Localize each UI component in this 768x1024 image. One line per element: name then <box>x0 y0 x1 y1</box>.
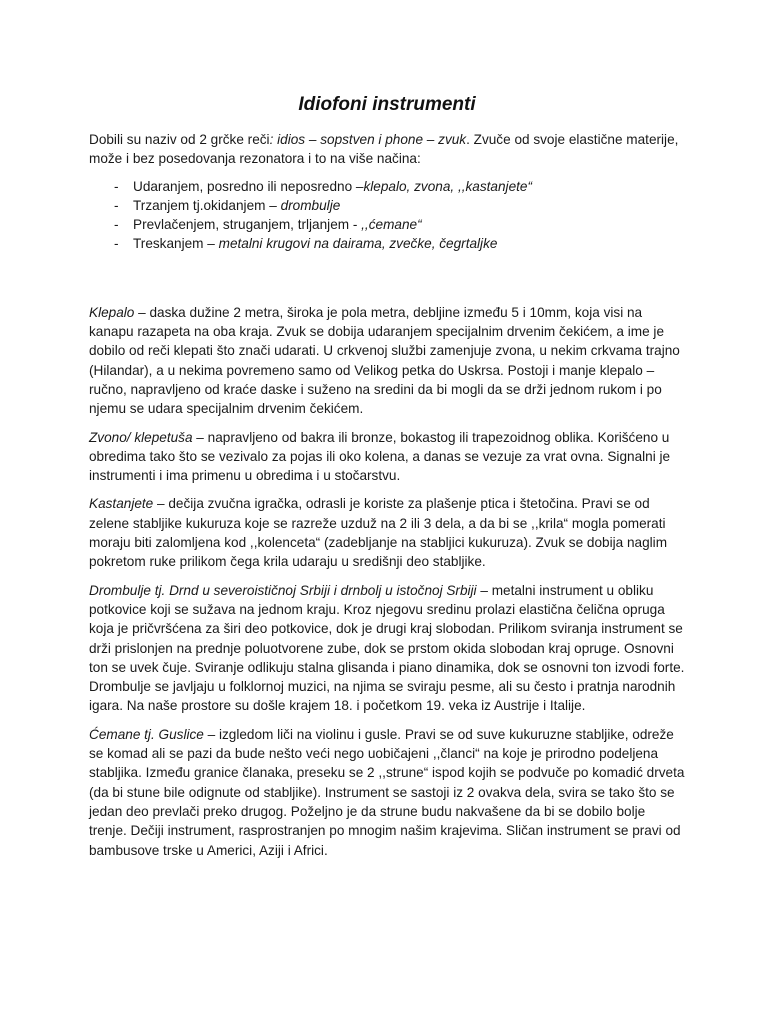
list-item <box>89 177 685 196</box>
list-item-plain: Trzanjem tj.okidanjem – <box>133 197 281 213</box>
list-item-italic: metalni krugovi na dairama, zvečke, čegrtaljke <box>218 236 498 252</box>
paragraph-klepalo <box>89 303 685 419</box>
list-dash: - <box>114 217 119 233</box>
paragraph-drombulje <box>89 581 685 716</box>
list-item <box>89 234 685 253</box>
paragraph-text: – dečija zvučna igračka, odrasli je koriste za plašenje ptica i štetočina. Pravi se od zelene stabljike kukuruza koje se razreže uzduž na 2 ili 3 dela, a da bi se ,,krila“ mogla pomerati moraju biti zalomljena kod ,,kolenceta“ (zadebljanje na stabljici kukuruza). Zvuk se dobija naglim pokretom ruke prilikom čega krila udaraju u središnji deo stabljike. <box>89 496 668 570</box>
intro-text-6: zvuk <box>438 132 467 147</box>
paragraph-term: Drombulje tj. Drnd u severoističnoj Srbiji i drnbolj u istočnoj Srbiji <box>89 582 477 598</box>
paragraph-cemane <box>89 725 685 860</box>
list-item <box>89 196 685 215</box>
intro-text-2: : idios <box>269 132 306 147</box>
list-item-italic: ,,ćemane“ <box>361 217 422 233</box>
list-item-plain: Udaranjem, posredno ili neposredno – <box>133 178 364 194</box>
paragraph-text: – daska dužine 2 metra, široka je pola metra, debljine između 5 i 10mm, koja visi na kanapu razapeta na oba kraja. Zvuk se dobija udaranjem specijalnim drvenim čekićem, a ime je dobilo od reči klepati što znači udarati. U crkvenoj službi zamenjuje zvona, u nekim crkvama trajno (Hilandar), a u nekima povremeno samo od Velikog petka do Uskrsa. Postoji i manje klepalo – ručno, napravljeno od kraće daske i suženo na sredini da bi mogli da se drži jednom rukom i po njemu se udara specijalnim drvenim čekićem. <box>89 304 680 417</box>
methods-list <box>89 177 685 254</box>
intro-text-3: – <box>305 132 321 147</box>
paragraph-zvono <box>89 428 685 486</box>
paragraph-kastanjete <box>89 494 685 571</box>
document-title: Idiofoni instrumenti <box>298 94 476 115</box>
intro-text-7: . Zvuče od svoje elastične materije, može i bez posedovanja rezonatora i to na više načina: <box>89 132 679 167</box>
paragraph-term: Klepalo <box>89 304 135 320</box>
list-item-plain: Prevlačenjem, struganjem, trljanjem - <box>133 217 362 233</box>
paragraph-term: Zvono/ klepetuša <box>89 429 193 445</box>
list-item-italic: drombulje <box>280 197 341 213</box>
intro-text-4: sopstven i phone <box>320 132 424 147</box>
list-item-plain: Treskanjem – <box>133 236 219 252</box>
paragraph-term: Kastanjete <box>89 496 154 512</box>
list-dash: - <box>114 197 119 213</box>
paragraph-text: – metalni instrument u obliku potkovice koji se sužava na jednom kraju. Kroz njegovu sredinu prolazi elastična čelična opruga koja je pričvršćena za širi deo potkovice, dok je drugi kraj slobodan. Prilikom sviranja instrument se drži prislonjen na prednje poluotvorene zube, dok se prstom okida slobodan kraj opruge. Osnovni ton se uvek čuje. Sviranje odlikuju stalna glisanda i piano dinamika, dok se osnovni ton izvodi forte. Drombulje se javljaju u folklornoj muzici, na njima se sviraju pesme, ali su često i pratnja narodnih igara. Na naše prostore su došle krajem 18. i početkom 19. veka iz Austrije i Italije. <box>89 582 685 714</box>
paragraph-term: Ćemane tj. Guslice <box>89 726 204 742</box>
paragraph-text: – napravljeno od bakra ili bronze, bokastog ili trapezoidnog oblika. Korišćeno u obredima tako što se vezivalo za pojas ili oko kolena, a danas se vezuje za vrat ovna. Signalni je instrumenti i ima primenu u obredima i u stočarstvu. <box>89 429 671 484</box>
list-item <box>89 215 685 234</box>
intro-text-1: Dobili su naziv od 2 grčke reči <box>89 132 270 147</box>
list-dash: - <box>114 236 119 252</box>
intro-paragraph <box>89 130 685 169</box>
paragraph-text: – izgledom liči na violinu i gusle. Pravi se od suve kukuruzne stabljike, odreže se komad ali se pazi da bude nešto veći nego uobičajeni ,,članci“ na koje je prirodno podeljena stabljika. Između granice članaka, preseku se 2 ,,strune“ ispod kojih se podvuče po komadić drveta (da bi stune bile odignute od stabljike). Instrument se sastoji iz 2 ovakva dela, svira se tako što se jedan deo prevlači preko drugog. Poželjno je da strune budu nakvašene da bi se dobilo bolje trenje. Dečiji instrument, rasprostranjen po mnogim našim krajevima. Sličan instrument se pravi od bambusove trske u Americi, Aziji i Africi. <box>89 726 685 858</box>
list-item-italic: klepalo, zvona, ,,kastanjete“ <box>363 178 532 194</box>
document-page <box>89 92 685 869</box>
list-dash: - <box>114 178 119 194</box>
intro-text-5: – <box>423 132 439 147</box>
